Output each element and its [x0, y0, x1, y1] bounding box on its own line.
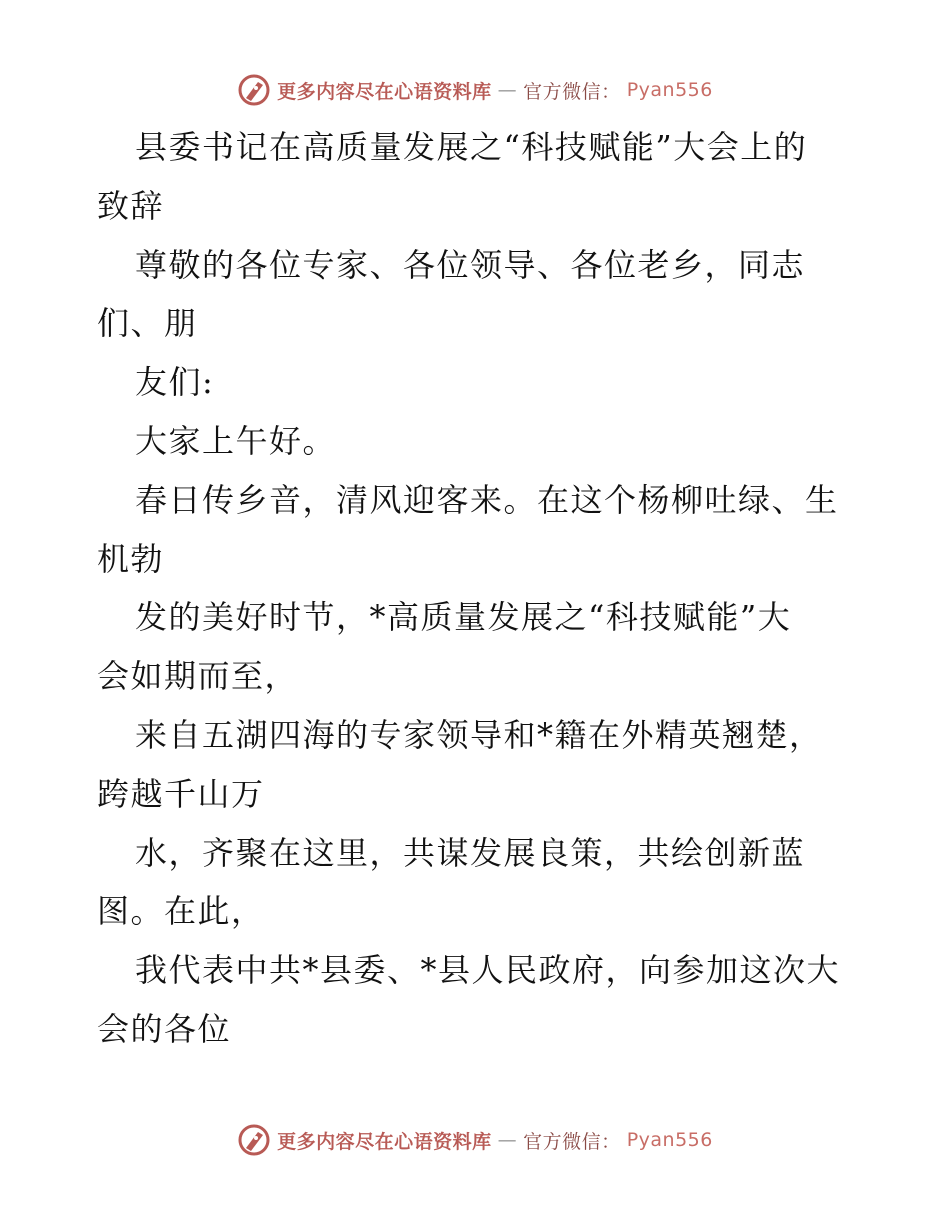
- doc-line: 大家上午好。: [135, 421, 337, 460]
- doc-title-line-2: 致辞: [97, 186, 165, 225]
- doc-line: 发的美好时节，*高质量发展之“科技赋能”大: [135, 598, 792, 637]
- pen-nib-logo-icon: [237, 73, 271, 107]
- banner-wechat-label: 官方微信：: [523, 80, 621, 103]
- doc-line: 友们:: [135, 363, 215, 402]
- doc-line: 会的各位: [97, 1009, 232, 1048]
- doc-line: 我代表中共*县委、*县人民政府，向参加这次大: [135, 951, 841, 990]
- doc-line: 来自五湖四海的专家领导和*籍在外精英翘楚，: [135, 715, 823, 754]
- doc-line: 春日传乡音，清风迎客来。在这个杨柳吐绿、生: [135, 480, 839, 519]
- banner-main-text: 更多内容尽在心语资料库: [277, 1130, 492, 1153]
- footer-watermark-banner: [0, 1120, 950, 1160]
- doc-line: 机勃: [97, 539, 165, 578]
- doc-line: 水，齐聚在这里，共谋发展良策，共绘创新蓝: [135, 833, 806, 872]
- doc-line: 尊敬的各位专家、各位领导、各位老乡，同志: [135, 245, 806, 284]
- banner-wechat-label: 官方微信：: [523, 1130, 621, 1153]
- banner-main-text: 更多内容尽在心语资料库: [277, 80, 492, 103]
- doc-line: 图。在此，: [97, 892, 265, 931]
- document-body: [97, 118, 867, 1059]
- doc-title-line-1: 县委书记在高质量发展之“科技赋能”大会上的: [135, 128, 808, 166]
- doc-line: 跨越千山万: [97, 774, 265, 813]
- banner-wechat-id: Pyan556: [626, 1129, 713, 1151]
- header-watermark-banner: [0, 70, 950, 110]
- banner-wechat-id: Pyan556: [626, 79, 713, 101]
- banner-separator: —: [497, 1129, 518, 1151]
- banner-separator: —: [497, 79, 518, 101]
- pen-nib-logo-icon: [237, 1123, 271, 1157]
- doc-line: 们、朋: [97, 304, 198, 343]
- doc-line: 会如期而至，: [97, 657, 299, 696]
